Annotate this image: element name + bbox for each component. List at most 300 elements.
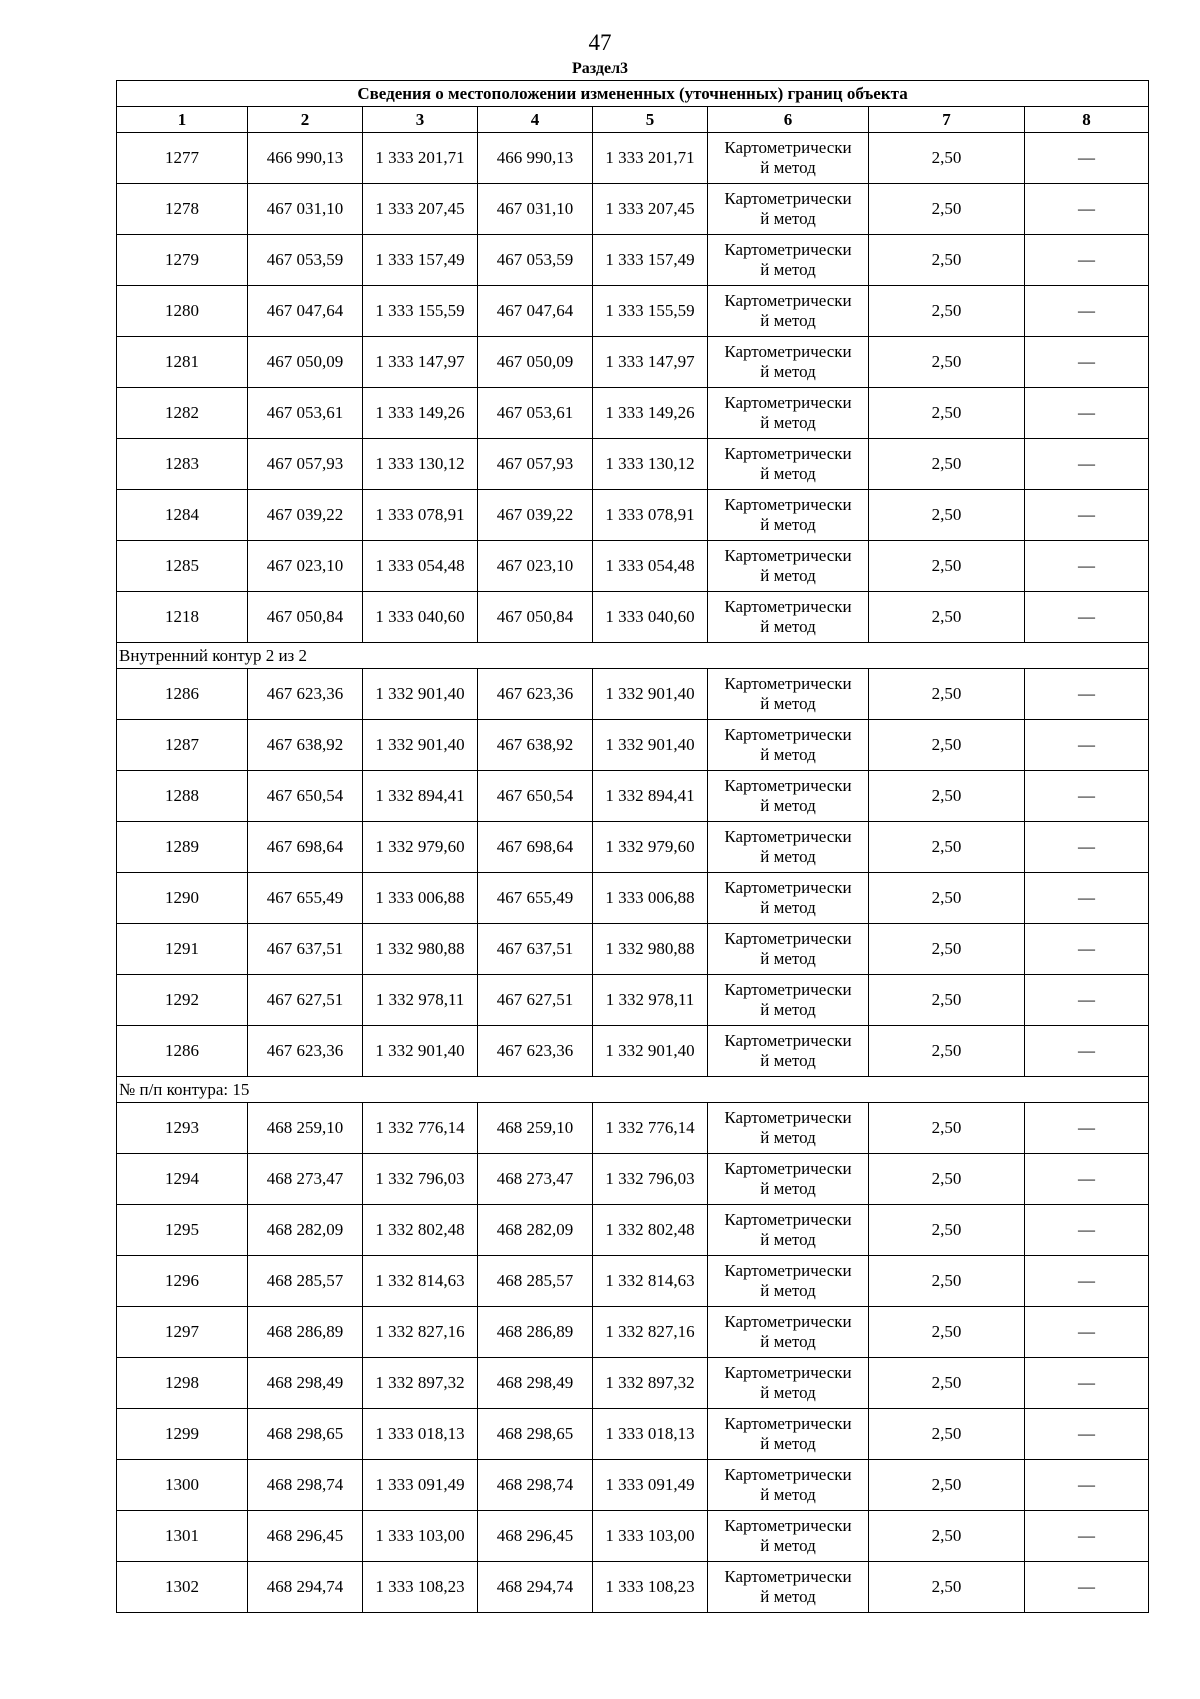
method-cell <box>708 439 869 490</box>
description-cell: — <box>1025 592 1149 643</box>
table-row <box>117 822 1149 873</box>
x-coordinate-new-cell: 467 053,61 <box>478 388 593 439</box>
method-cell <box>708 133 869 184</box>
x-coordinate-existing-cell: 467 050,09 <box>248 337 363 388</box>
point-number-cell: 1299 <box>117 1409 248 1460</box>
description-cell: — <box>1025 1205 1149 1256</box>
x-coordinate-new-cell: 467 053,59 <box>478 235 593 286</box>
method-cell <box>708 1460 869 1511</box>
method-line-1: Картометрически <box>724 1414 852 1433</box>
accuracy-cell: 2,50 <box>869 669 1025 720</box>
method-line-1: Картометрически <box>724 495 852 514</box>
x-coordinate-new-cell: 468 273,47 <box>478 1154 593 1205</box>
method-line-1: Картометрически <box>724 1210 852 1229</box>
method-cell <box>708 975 869 1026</box>
method-cell <box>708 1205 869 1256</box>
table-row <box>117 1307 1149 1358</box>
column-number: 5 <box>593 107 708 133</box>
table-row <box>117 184 1149 235</box>
y-coordinate-new-cell: 1 333 108,23 <box>593 1562 708 1613</box>
description-cell: — <box>1025 1307 1149 1358</box>
table-row <box>117 1358 1149 1409</box>
point-number-cell: 1285 <box>117 541 248 592</box>
y-coordinate-existing-cell: 1 333 130,12 <box>363 439 478 490</box>
description-cell: — <box>1025 184 1149 235</box>
method-line-1: Картометрически <box>724 878 852 897</box>
point-number-cell: 1293 <box>117 1103 248 1154</box>
method-cell <box>708 1256 869 1307</box>
point-number-cell: 1277 <box>117 133 248 184</box>
y-coordinate-new-cell: 1 332 901,40 <box>593 720 708 771</box>
column-number: 2 <box>248 107 363 133</box>
method-line-2: й метод <box>760 1434 816 1453</box>
point-number-cell: 1295 <box>117 1205 248 1256</box>
method-cell <box>708 669 869 720</box>
method-line-2: й метод <box>760 209 816 228</box>
table-row <box>117 1026 1149 1077</box>
x-coordinate-existing-cell: 468 298,74 <box>248 1460 363 1511</box>
y-coordinate-existing-cell: 1 333 018,13 <box>363 1409 478 1460</box>
method-line-1: Картометрически <box>724 189 852 208</box>
table-row <box>117 388 1149 439</box>
contour-heading: Внутренний контур 2 из 2 <box>117 643 1149 669</box>
accuracy-cell: 2,50 <box>869 1256 1025 1307</box>
contour-heading-row <box>117 643 1149 669</box>
x-coordinate-existing-cell: 468 286,89 <box>248 1307 363 1358</box>
method-line-2: й метод <box>760 617 816 636</box>
table-row <box>117 133 1149 184</box>
table-row <box>117 1103 1149 1154</box>
accuracy-cell: 2,50 <box>869 1460 1025 1511</box>
table-row <box>117 1409 1149 1460</box>
column-number: 6 <box>708 107 869 133</box>
method-cell <box>708 592 869 643</box>
table-row <box>117 439 1149 490</box>
accuracy-cell: 2,50 <box>869 720 1025 771</box>
x-coordinate-existing-cell: 467 023,10 <box>248 541 363 592</box>
method-line-2: й метод <box>760 1230 816 1249</box>
description-cell: — <box>1025 286 1149 337</box>
x-coordinate-new-cell: 467 047,64 <box>478 286 593 337</box>
x-coordinate-existing-cell: 467 637,51 <box>248 924 363 975</box>
x-coordinate-existing-cell: 467 655,49 <box>248 873 363 924</box>
y-coordinate-new-cell: 1 332 901,40 <box>593 669 708 720</box>
y-coordinate-new-cell: 1 332 827,16 <box>593 1307 708 1358</box>
method-line-2: й метод <box>760 1485 816 1504</box>
method-line-1: Картометрически <box>724 240 852 259</box>
method-line-1: Картометрически <box>724 1159 852 1178</box>
x-coordinate-new-cell: 467 650,54 <box>478 771 593 822</box>
method-line-1: Картометрически <box>724 980 852 999</box>
accuracy-cell: 2,50 <box>869 822 1025 873</box>
method-line-2: й метод <box>760 949 816 968</box>
method-line-1: Картометрически <box>724 1261 852 1280</box>
table-row <box>117 873 1149 924</box>
method-line-1: Картометрически <box>724 138 852 157</box>
y-coordinate-existing-cell: 1 332 901,40 <box>363 1026 478 1077</box>
y-coordinate-existing-cell: 1 333 006,88 <box>363 873 478 924</box>
method-cell <box>708 1103 869 1154</box>
point-number-cell: 1288 <box>117 771 248 822</box>
point-number-cell: 1296 <box>117 1256 248 1307</box>
description-cell: — <box>1025 439 1149 490</box>
point-number-cell: 1286 <box>117 669 248 720</box>
method-line-2: й метод <box>760 796 816 815</box>
description-cell: — <box>1025 133 1149 184</box>
accuracy-cell: 2,50 <box>869 184 1025 235</box>
y-coordinate-new-cell: 1 333 207,45 <box>593 184 708 235</box>
accuracy-cell: 2,50 <box>869 1205 1025 1256</box>
method-line-2: й метод <box>760 311 816 330</box>
y-coordinate-new-cell: 1 332 776,14 <box>593 1103 708 1154</box>
y-coordinate-existing-cell: 1 332 978,11 <box>363 975 478 1026</box>
x-coordinate-new-cell: 468 298,65 <box>478 1409 593 1460</box>
x-coordinate-existing-cell: 467 053,61 <box>248 388 363 439</box>
x-coordinate-existing-cell: 467 698,64 <box>248 822 363 873</box>
point-number-cell: 1279 <box>117 235 248 286</box>
method-line-2: й метод <box>760 898 816 917</box>
y-coordinate-existing-cell: 1 333 201,71 <box>363 133 478 184</box>
y-coordinate-new-cell: 1 333 149,26 <box>593 388 708 439</box>
table-row <box>117 541 1149 592</box>
y-coordinate-existing-cell: 1 332 776,14 <box>363 1103 478 1154</box>
point-number-cell: 1297 <box>117 1307 248 1358</box>
method-line-2: й метод <box>760 1281 816 1300</box>
accuracy-cell: 2,50 <box>869 1511 1025 1562</box>
x-coordinate-existing-cell: 468 296,45 <box>248 1511 363 1562</box>
method-line-2: й метод <box>760 1536 816 1555</box>
accuracy-cell: 2,50 <box>869 1026 1025 1077</box>
column-number: 7 <box>869 107 1025 133</box>
y-coordinate-new-cell: 1 333 040,60 <box>593 592 708 643</box>
y-coordinate-existing-cell: 1 333 103,00 <box>363 1511 478 1562</box>
method-cell <box>708 1307 869 1358</box>
method-cell <box>708 286 869 337</box>
y-coordinate-existing-cell: 1 333 108,23 <box>363 1562 478 1613</box>
method-line-2: й метод <box>760 158 816 177</box>
method-line-2: й метод <box>760 745 816 764</box>
x-coordinate-new-cell: 467 655,49 <box>478 873 593 924</box>
table-row <box>117 771 1149 822</box>
accuracy-cell: 2,50 <box>869 1154 1025 1205</box>
table-row <box>117 924 1149 975</box>
point-number-cell: 1292 <box>117 975 248 1026</box>
point-number-cell: 1284 <box>117 490 248 541</box>
y-coordinate-existing-cell: 1 332 901,40 <box>363 669 478 720</box>
description-cell: — <box>1025 1511 1149 1562</box>
method-line-1: Картометрически <box>724 291 852 310</box>
description-cell: — <box>1025 975 1149 1026</box>
method-cell <box>708 235 869 286</box>
y-coordinate-existing-cell: 1 333 207,45 <box>363 184 478 235</box>
method-line-1: Картометрически <box>724 725 852 744</box>
method-line-2: й метод <box>760 1587 816 1606</box>
point-number-cell: 1287 <box>117 720 248 771</box>
method-cell <box>708 337 869 388</box>
y-coordinate-new-cell: 1 332 980,88 <box>593 924 708 975</box>
method-line-1: Картометрически <box>724 1363 852 1382</box>
description-cell: — <box>1025 720 1149 771</box>
y-coordinate-new-cell: 1 333 147,97 <box>593 337 708 388</box>
y-coordinate-existing-cell: 1 333 147,97 <box>363 337 478 388</box>
method-line-2: й метод <box>760 1332 816 1351</box>
description-cell: — <box>1025 541 1149 592</box>
y-coordinate-existing-cell: 1 333 054,48 <box>363 541 478 592</box>
y-coordinate-new-cell: 1 333 103,00 <box>593 1511 708 1562</box>
x-coordinate-new-cell: 468 298,49 <box>478 1358 593 1409</box>
method-cell <box>708 720 869 771</box>
column-number: 4 <box>478 107 593 133</box>
method-cell <box>708 1026 869 1077</box>
x-coordinate-existing-cell: 466 990,13 <box>248 133 363 184</box>
y-coordinate-existing-cell: 1 333 157,49 <box>363 235 478 286</box>
x-coordinate-new-cell: 468 259,10 <box>478 1103 593 1154</box>
x-coordinate-existing-cell: 467 623,36 <box>248 1026 363 1077</box>
y-coordinate-existing-cell: 1 332 802,48 <box>363 1205 478 1256</box>
description-cell: — <box>1025 1460 1149 1511</box>
accuracy-cell: 2,50 <box>869 924 1025 975</box>
y-coordinate-new-cell: 1 333 078,91 <box>593 490 708 541</box>
method-cell <box>708 873 869 924</box>
method-line-2: й метод <box>760 1000 816 1019</box>
point-number-cell: 1218 <box>117 592 248 643</box>
method-cell <box>708 1154 869 1205</box>
method-line-1: Картометрически <box>724 342 852 361</box>
method-line-1: Картометрически <box>724 444 852 463</box>
description-cell: — <box>1025 337 1149 388</box>
method-line-2: й метод <box>760 464 816 483</box>
accuracy-cell: 2,50 <box>869 873 1025 924</box>
method-line-1: Картометрически <box>724 546 852 565</box>
y-coordinate-new-cell: 1 333 157,49 <box>593 235 708 286</box>
accuracy-cell: 2,50 <box>869 337 1025 388</box>
x-coordinate-new-cell: 468 285,57 <box>478 1256 593 1307</box>
method-line-1: Картометрически <box>724 1567 852 1586</box>
x-coordinate-existing-cell: 467 057,93 <box>248 439 363 490</box>
method-line-1: Картометрически <box>724 597 852 616</box>
x-coordinate-existing-cell: 468 298,65 <box>248 1409 363 1460</box>
point-number-cell: 1281 <box>117 337 248 388</box>
method-line-1: Картометрически <box>724 1312 852 1331</box>
description-cell: — <box>1025 1409 1149 1460</box>
method-cell <box>708 184 869 235</box>
method-cell <box>708 1358 869 1409</box>
x-coordinate-existing-cell: 468 259,10 <box>248 1103 363 1154</box>
table-row <box>117 592 1149 643</box>
x-coordinate-new-cell: 468 282,09 <box>478 1205 593 1256</box>
description-cell: — <box>1025 1026 1149 1077</box>
y-coordinate-existing-cell: 1 332 827,16 <box>363 1307 478 1358</box>
accuracy-cell: 2,50 <box>869 1307 1025 1358</box>
method-cell <box>708 490 869 541</box>
point-number-cell: 1278 <box>117 184 248 235</box>
method-line-2: й метод <box>760 847 816 866</box>
description-cell: — <box>1025 1562 1149 1613</box>
table-caption-row <box>117 81 1149 107</box>
x-coordinate-new-cell: 466 990,13 <box>478 133 593 184</box>
contour-heading-row <box>117 1077 1149 1103</box>
table-body <box>117 81 1149 1613</box>
x-coordinate-existing-cell: 467 053,59 <box>248 235 363 286</box>
x-coordinate-existing-cell: 468 285,57 <box>248 1256 363 1307</box>
table-row <box>117 1154 1149 1205</box>
x-coordinate-new-cell: 467 623,36 <box>478 669 593 720</box>
x-coordinate-new-cell: 467 031,10 <box>478 184 593 235</box>
y-coordinate-new-cell: 1 332 979,60 <box>593 822 708 873</box>
table-row <box>117 286 1149 337</box>
table-caption: Сведения о местоположении измененных (уточненных) границ объекта <box>117 81 1149 107</box>
table-row <box>117 1562 1149 1613</box>
method-line-1: Картометрически <box>724 776 852 795</box>
accuracy-cell: 2,50 <box>869 133 1025 184</box>
method-line-1: Картометрически <box>724 929 852 948</box>
y-coordinate-existing-cell: 1 332 901,40 <box>363 720 478 771</box>
point-number-cell: 1291 <box>117 924 248 975</box>
y-coordinate-existing-cell: 1 332 796,03 <box>363 1154 478 1205</box>
method-line-2: й метод <box>760 362 816 381</box>
point-number-cell: 1290 <box>117 873 248 924</box>
y-coordinate-existing-cell: 1 332 979,60 <box>363 822 478 873</box>
y-coordinate-existing-cell: 1 333 155,59 <box>363 286 478 337</box>
page-number: 47 <box>588 30 612 55</box>
description-cell: — <box>1025 873 1149 924</box>
x-coordinate-new-cell: 467 637,51 <box>478 924 593 975</box>
accuracy-cell: 2,50 <box>869 439 1025 490</box>
x-coordinate-new-cell: 468 298,74 <box>478 1460 593 1511</box>
x-coordinate-existing-cell: 467 627,51 <box>248 975 363 1026</box>
method-cell <box>708 1511 869 1562</box>
table-row <box>117 235 1149 286</box>
y-coordinate-new-cell: 1 332 894,41 <box>593 771 708 822</box>
table-row <box>117 1511 1149 1562</box>
x-coordinate-existing-cell: 468 273,47 <box>248 1154 363 1205</box>
x-coordinate-new-cell: 468 296,45 <box>478 1511 593 1562</box>
x-coordinate-new-cell: 467 627,51 <box>478 975 593 1026</box>
table-row <box>117 975 1149 1026</box>
coordinates-table <box>116 80 1149 1613</box>
x-coordinate-existing-cell: 468 282,09 <box>248 1205 363 1256</box>
y-coordinate-existing-cell: 1 333 149,26 <box>363 388 478 439</box>
y-coordinate-new-cell: 1 332 978,11 <box>593 975 708 1026</box>
description-cell: — <box>1025 771 1149 822</box>
accuracy-cell: 2,50 <box>869 235 1025 286</box>
method-cell <box>708 1562 869 1613</box>
y-coordinate-new-cell: 1 333 018,13 <box>593 1409 708 1460</box>
method-line-1: Картометрически <box>724 1108 852 1127</box>
y-coordinate-existing-cell: 1 332 894,41 <box>363 771 478 822</box>
point-number-cell: 1300 <box>117 1460 248 1511</box>
accuracy-cell: 2,50 <box>869 541 1025 592</box>
y-coordinate-new-cell: 1 333 054,48 <box>593 541 708 592</box>
point-number-cell: 1280 <box>117 286 248 337</box>
x-coordinate-new-cell: 467 698,64 <box>478 822 593 873</box>
point-number-cell: 1294 <box>117 1154 248 1205</box>
y-coordinate-new-cell: 1 332 814,63 <box>593 1256 708 1307</box>
column-number: 8 <box>1025 107 1149 133</box>
accuracy-cell: 2,50 <box>869 490 1025 541</box>
method-line-1: Картометрически <box>724 1465 852 1484</box>
x-coordinate-new-cell: 467 638,92 <box>478 720 593 771</box>
x-coordinate-existing-cell: 467 050,84 <box>248 592 363 643</box>
section-title: Раздел3 <box>571 60 629 77</box>
method-line-2: й метод <box>760 694 816 713</box>
table-row <box>117 669 1149 720</box>
x-coordinate-existing-cell: 468 298,49 <box>248 1358 363 1409</box>
accuracy-cell: 2,50 <box>869 286 1025 337</box>
column-number: 1 <box>117 107 248 133</box>
table-row <box>117 337 1149 388</box>
description-cell: — <box>1025 235 1149 286</box>
accuracy-cell: 2,50 <box>869 1409 1025 1460</box>
y-coordinate-existing-cell: 1 333 040,60 <box>363 592 478 643</box>
x-coordinate-new-cell: 468 294,74 <box>478 1562 593 1613</box>
description-cell: — <box>1025 490 1149 541</box>
x-coordinate-existing-cell: 467 650,54 <box>248 771 363 822</box>
method-cell <box>708 822 869 873</box>
method-line-2: й метод <box>760 1383 816 1402</box>
y-coordinate-existing-cell: 1 333 091,49 <box>363 1460 478 1511</box>
point-number-cell: 1298 <box>117 1358 248 1409</box>
x-coordinate-existing-cell: 467 039,22 <box>248 490 363 541</box>
method-line-2: й метод <box>760 566 816 585</box>
x-coordinate-existing-cell: 467 031,10 <box>248 184 363 235</box>
method-line-1: Картометрически <box>724 1031 852 1050</box>
description-cell: — <box>1025 924 1149 975</box>
y-coordinate-new-cell: 1 333 091,49 <box>593 1460 708 1511</box>
description-cell: — <box>1025 1256 1149 1307</box>
point-number-cell: 1302 <box>117 1562 248 1613</box>
description-cell: — <box>1025 1103 1149 1154</box>
table-row <box>117 1205 1149 1256</box>
table-row <box>117 1460 1149 1511</box>
y-coordinate-new-cell: 1 332 901,40 <box>593 1026 708 1077</box>
method-line-1: Картометрически <box>724 1516 852 1535</box>
x-coordinate-new-cell: 468 286,89 <box>478 1307 593 1358</box>
method-line-1: Картометрически <box>724 827 852 846</box>
accuracy-cell: 2,50 <box>869 592 1025 643</box>
x-coordinate-new-cell: 467 050,84 <box>478 592 593 643</box>
y-coordinate-new-cell: 1 333 130,12 <box>593 439 708 490</box>
table-row <box>117 490 1149 541</box>
table-row <box>117 720 1149 771</box>
y-coordinate-existing-cell: 1 332 814,63 <box>363 1256 478 1307</box>
y-coordinate-new-cell: 1 333 006,88 <box>593 873 708 924</box>
x-coordinate-new-cell: 467 057,93 <box>478 439 593 490</box>
method-line-1: Картометрически <box>724 393 852 412</box>
accuracy-cell: 2,50 <box>869 1562 1025 1613</box>
y-coordinate-existing-cell: 1 332 980,88 <box>363 924 478 975</box>
accuracy-cell: 2,50 <box>869 1103 1025 1154</box>
method-line-2: й метод <box>760 260 816 279</box>
column-number-row <box>117 107 1149 133</box>
description-cell: — <box>1025 1358 1149 1409</box>
point-number-cell: 1286 <box>117 1026 248 1077</box>
method-line-2: й метод <box>760 515 816 534</box>
point-number-cell: 1289 <box>117 822 248 873</box>
y-coordinate-new-cell: 1 332 796,03 <box>593 1154 708 1205</box>
y-coordinate-new-cell: 1 333 155,59 <box>593 286 708 337</box>
method-line-2: й метод <box>760 1179 816 1198</box>
method-line-2: й метод <box>760 1051 816 1070</box>
accuracy-cell: 2,50 <box>869 388 1025 439</box>
x-coordinate-new-cell: 467 039,22 <box>478 490 593 541</box>
point-number-cell: 1301 <box>117 1511 248 1562</box>
description-cell: — <box>1025 822 1149 873</box>
description-cell: — <box>1025 388 1149 439</box>
description-cell: — <box>1025 1154 1149 1205</box>
column-number: 3 <box>363 107 478 133</box>
y-coordinate-existing-cell: 1 332 897,32 <box>363 1358 478 1409</box>
